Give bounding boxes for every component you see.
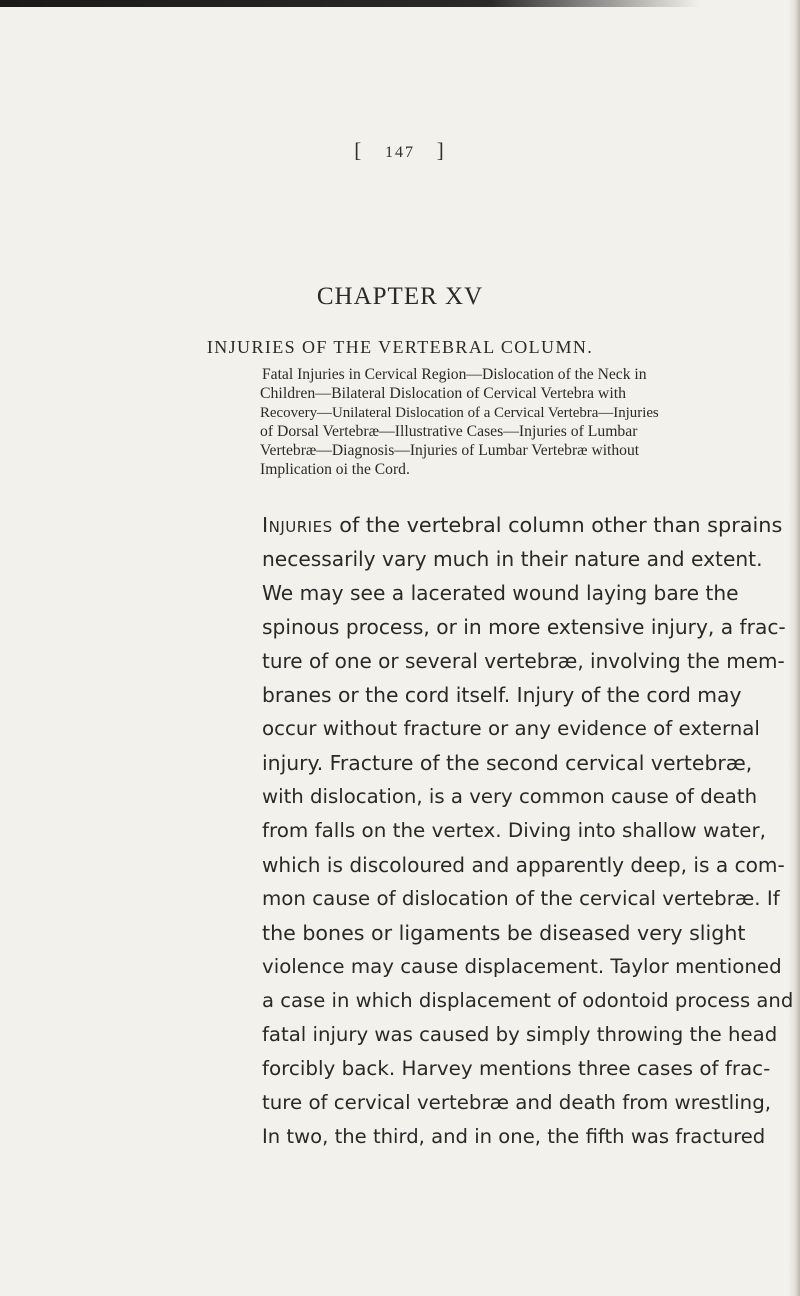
opening-line-rest: of the vertebral column other than sprains	[332, 513, 783, 537]
chapter-title: CHAPTER XV	[316, 283, 484, 310]
body-line: fatal injury was caused by simply throwing the head	[262, 1023, 778, 1046]
body-line: ture of one or several vertebræ, involving the mem-	[262, 649, 785, 673]
body-line: a case in which displacement of odontoid process and	[262, 989, 794, 1012]
synopsis-line: Implication oi the Cord.	[260, 461, 410, 478]
page-number	[0, 138, 800, 163]
scan-right-edge	[788, 0, 800, 1296]
scan-top-edge	[0, 0, 700, 7]
synopsis-line: Fatal Injuries in Cervical Region—Dislocation of the Neck in	[262, 366, 647, 383]
synopsis-line: Children—Bilateral Dislocation of Cervical Vertebra with	[260, 385, 627, 402]
body-line: forcibly back. Harvey mentions three cases of frac-	[262, 1057, 771, 1080]
body-line: ture of cervical vertebræ and death from wrestling,	[262, 1091, 772, 1114]
body-line: We may see a lacerated wound laying bare the	[262, 581, 739, 605]
opening-word: Injuries	[262, 513, 333, 537]
body-line: mon cause of dislocation of the cervical vertebræ. If	[262, 887, 780, 910]
page-number-close-bracket: ]	[436, 138, 446, 162]
section-title: INJURIES OF THE VERTEBRAL COLUMN.	[206, 337, 594, 357]
page-number-value: 147	[385, 144, 415, 161]
body-line-first	[262, 513, 782, 537]
body-line: necessarily vary much in their nature and extent.	[262, 547, 763, 571]
synopsis-line: Vertebræ—Diagnosis—Injuries of Lumbar Vertebræ without	[260, 442, 640, 459]
synopsis-line: Recovery—Unilateral Dislocation of a Cervical Vertebra—Injuries	[260, 405, 659, 421]
body-line: spinous process, or in more extensive injury, a frac-	[262, 615, 786, 639]
page-number-open-bracket: [	[354, 138, 364, 162]
body-line: which is discoloured and apparently deep, is a com-	[262, 853, 785, 877]
body-line: In two, the third, and in one, the fifth was fractured	[262, 1125, 766, 1148]
body-line: the bones or ligaments be diseased very slight	[262, 921, 746, 945]
body-line: injury. Fracture of the second cervical vertebræ,	[262, 751, 753, 775]
synopsis-line: of Dorsal Vertebræ—Illustrative Cases—Injuries of Lumbar	[260, 423, 638, 440]
body-line: occur without fracture or any evidence of external	[262, 717, 760, 740]
body-line: with dislocation, is a very common cause of death	[262, 785, 758, 808]
body-line: branes or the cord itself. Injury of the cord may	[262, 683, 742, 707]
body-line: from falls on the vertex. Diving into shallow water,	[262, 819, 766, 842]
body-line: violence may cause displacement. Taylor mentioned	[262, 955, 782, 978]
